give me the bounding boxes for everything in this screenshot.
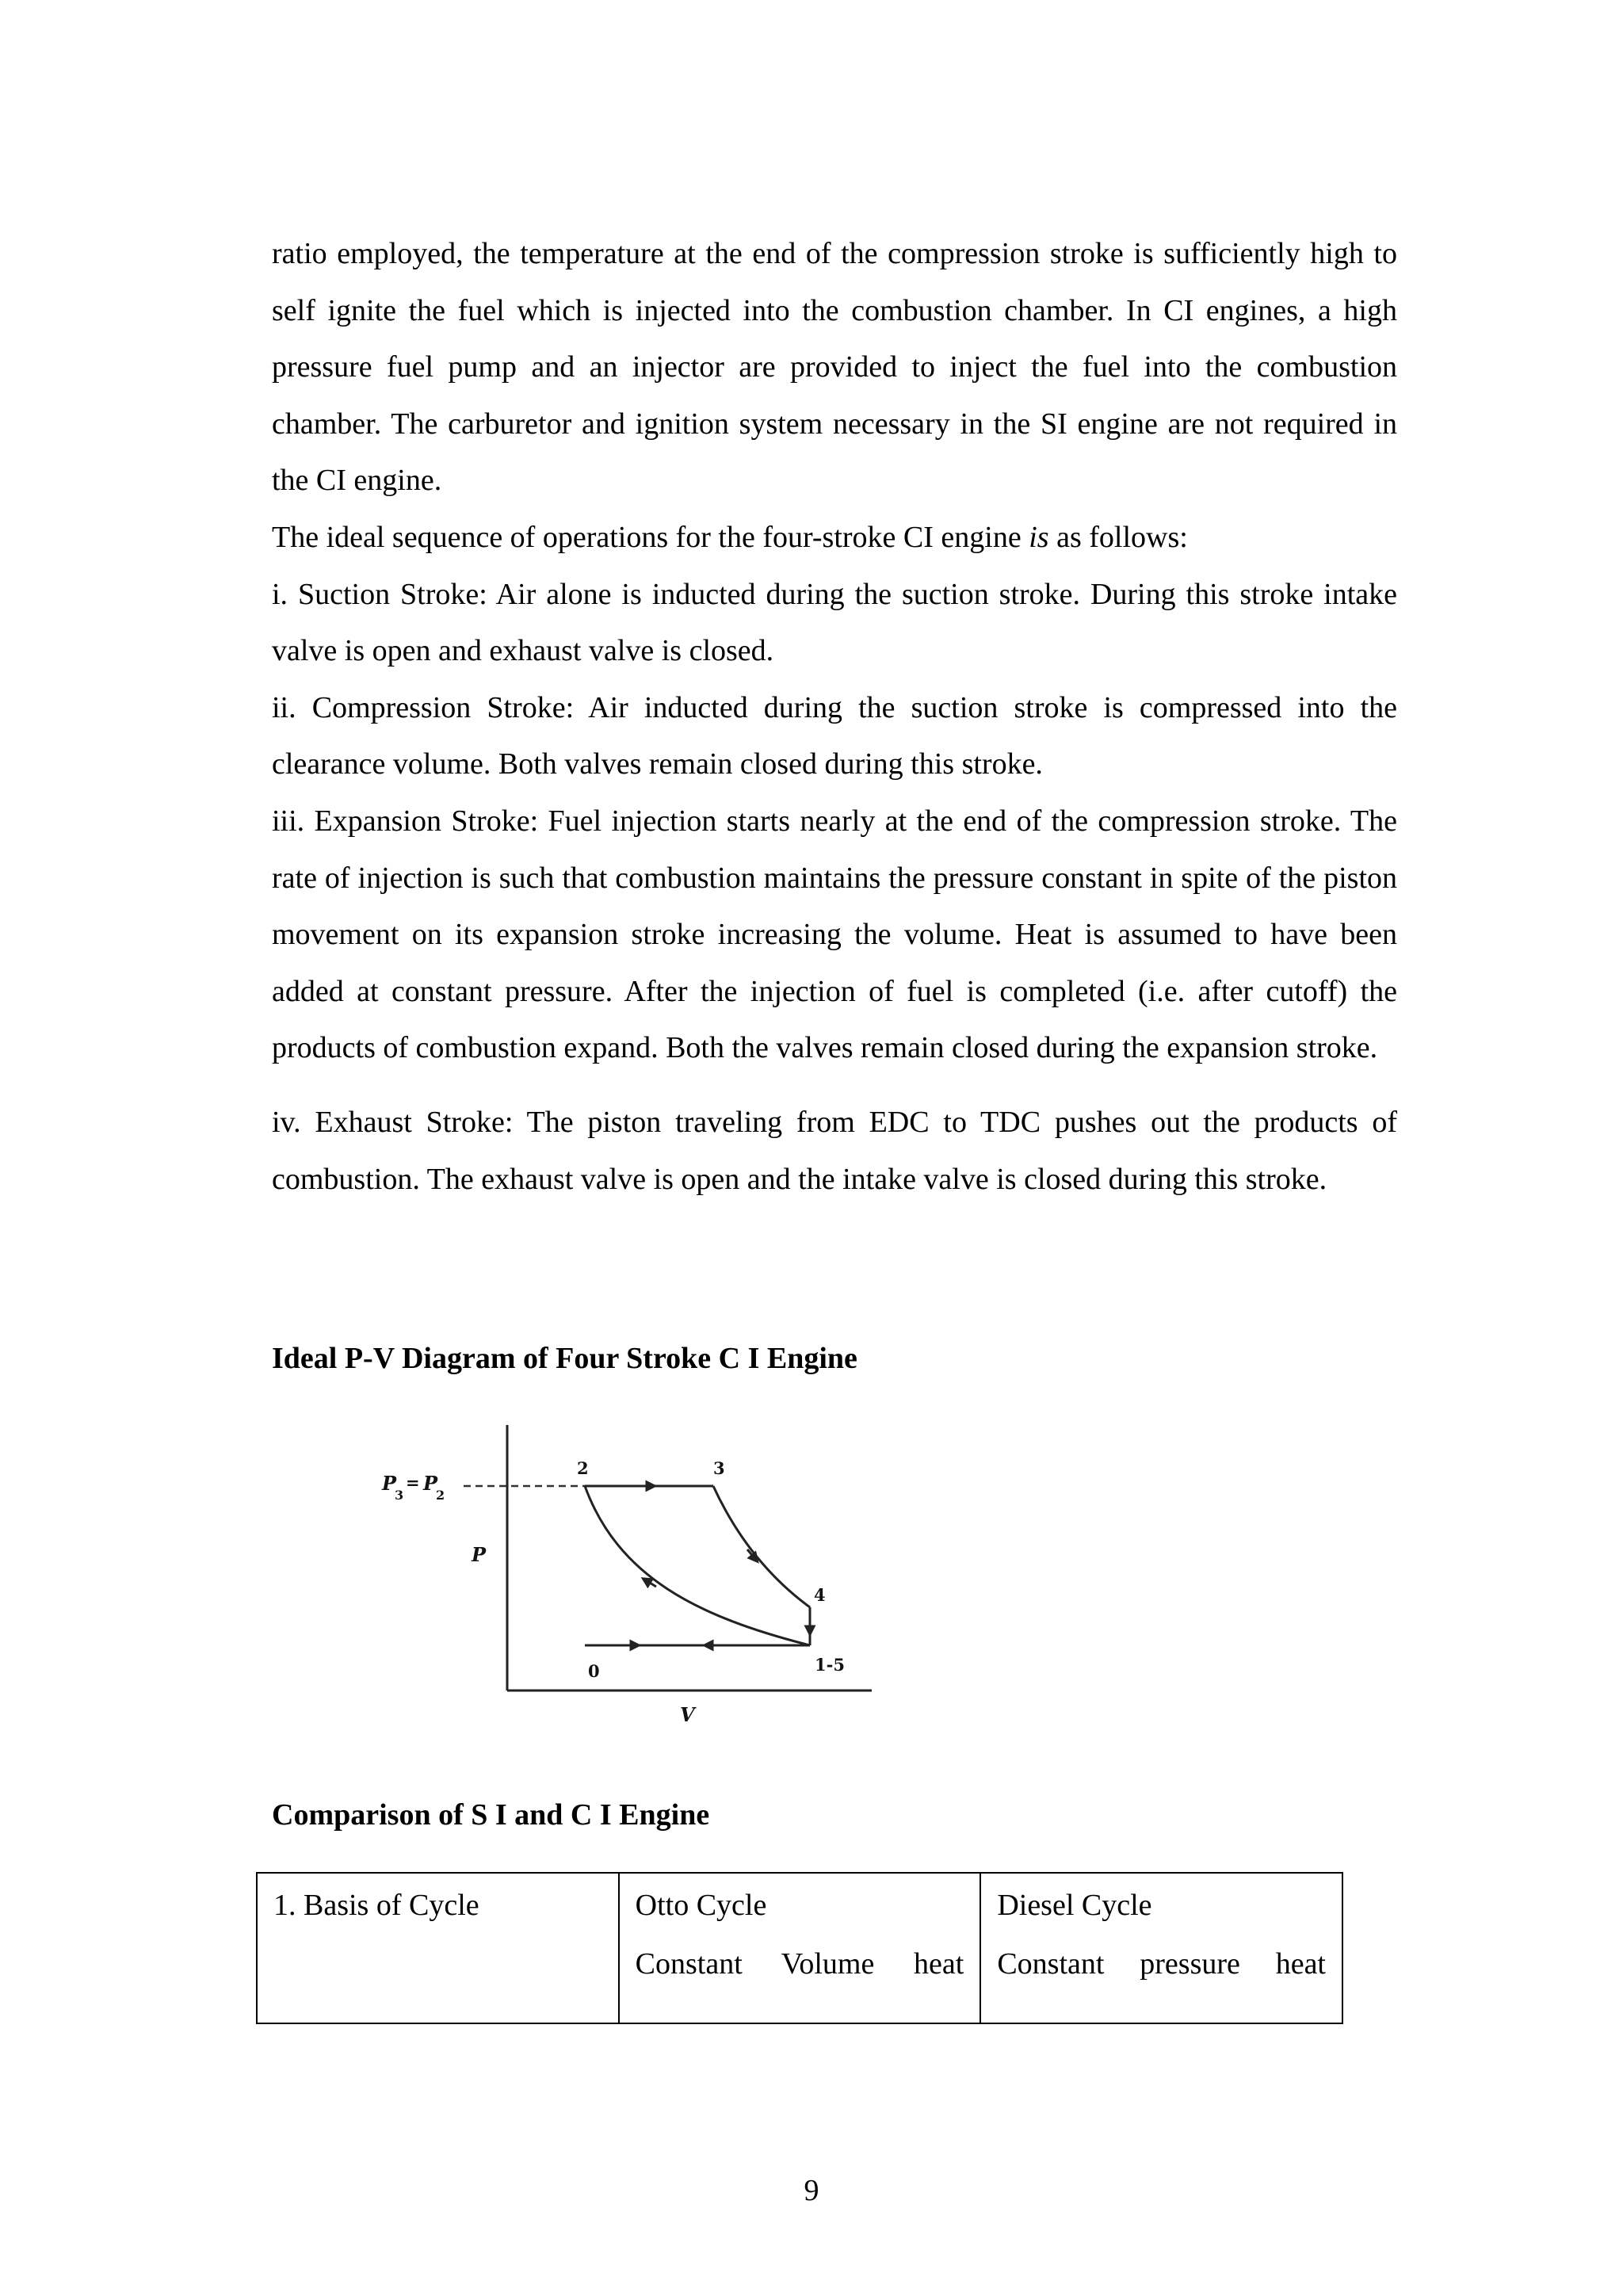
sequence-text-before: The ideal sequence of operations for the four-stroke CI engine [272,520,1029,554]
paragraph-intro: ratio employed, the temperature at the end of the compression stroke is sufficiently high to self ignite the fuel which is injected into the combustion chamber. In CI engines, a high pressure fuel pump and an injector are provided to inject the fuel into the combustion chamber. The carburetor and ignition system necessary in the SI engine are not required in the CI engine. [272,237,1397,498]
point-label-2: 2 [577,1458,589,1478]
comparison-table [256,1872,1343,2024]
table-cell-ci [980,1873,1342,2023]
page-number: 9 [804,2174,819,2207]
paragraph-compression-stroke: ii. Compression Stroke: Air inducted during the suction stroke is compressed into the clearance volume. Both valves remain closed during this stroke. [272,690,1397,781]
table-row [257,1873,1342,2023]
pressure-axis-label: P [472,1543,487,1566]
point-label-1-5: 1-5 [815,1655,845,1675]
sequence-text-italic: is [1029,520,1049,554]
point-label-0: 0 [588,1661,600,1681]
diagram-heading: Ideal P-V Diagram of Four Stroke C I Engine [272,1342,857,1375]
comparison-heading: Comparison of S I and C I Engine [272,1798,710,1832]
pv-diagram [365,1411,888,1728]
equals-sign: = [406,1473,420,1492]
table-cell-si [619,1873,981,2023]
ci-cycle: Diesel Cycle [997,1889,1152,1922]
paragraph-suction-stroke: i. Suction Stroke: Air alone is inducted during the suction stroke. During this stroke intake valve is open and exhaust valve is closed. [272,577,1397,668]
p3-symbol: P [382,1472,397,1495]
table-cell-basis [257,1873,619,2023]
paragraph-sequence [272,510,1397,567]
p3-subscript: 3 [395,1488,404,1503]
si-cycle: Otto Cycle [635,1889,767,1922]
pressure-equality-label [381,1472,445,1503]
ci-heat: Constant pressure heat [997,1947,1326,1981]
process-curve-3-4 [713,1486,810,1607]
process-curve-1-2 [585,1486,810,1645]
paragraph-expansion-stroke: iii. Expansion Stroke: Fuel injection starts nearly at the end of the compression stroke. The rate of injection is such that combustion maintains the pressure constant in spite of the piston movement on its expansion stroke increasing the volume. Heat is assumed to have been added at constant pressure. After the injection of fuel is completed (i.e. after cutoff) the products of combustion expand. Both the valves remain closed during the expansion stroke. [272,804,1397,1065]
sequence-text-after: as follows: [1048,520,1188,554]
point-label-3: 3 [713,1458,725,1478]
p2-symbol: P [423,1472,438,1495]
volume-axis-label: V [680,1703,695,1726]
point-label-4: 4 [814,1585,826,1605]
si-heat: Constant Volume heat [635,1947,964,1981]
basis-label: 1. Basis of Cycle [273,1889,479,1922]
p2-subscript: 2 [436,1488,445,1503]
paragraph-exhaust-stroke: iv. Exhaust Stroke: The piston traveling from EDC to TDC pushes out the products of combustion. The exhaust valve is open and the intake valve is closed during this stroke. [272,1105,1397,1196]
body-text [272,226,1397,1208]
